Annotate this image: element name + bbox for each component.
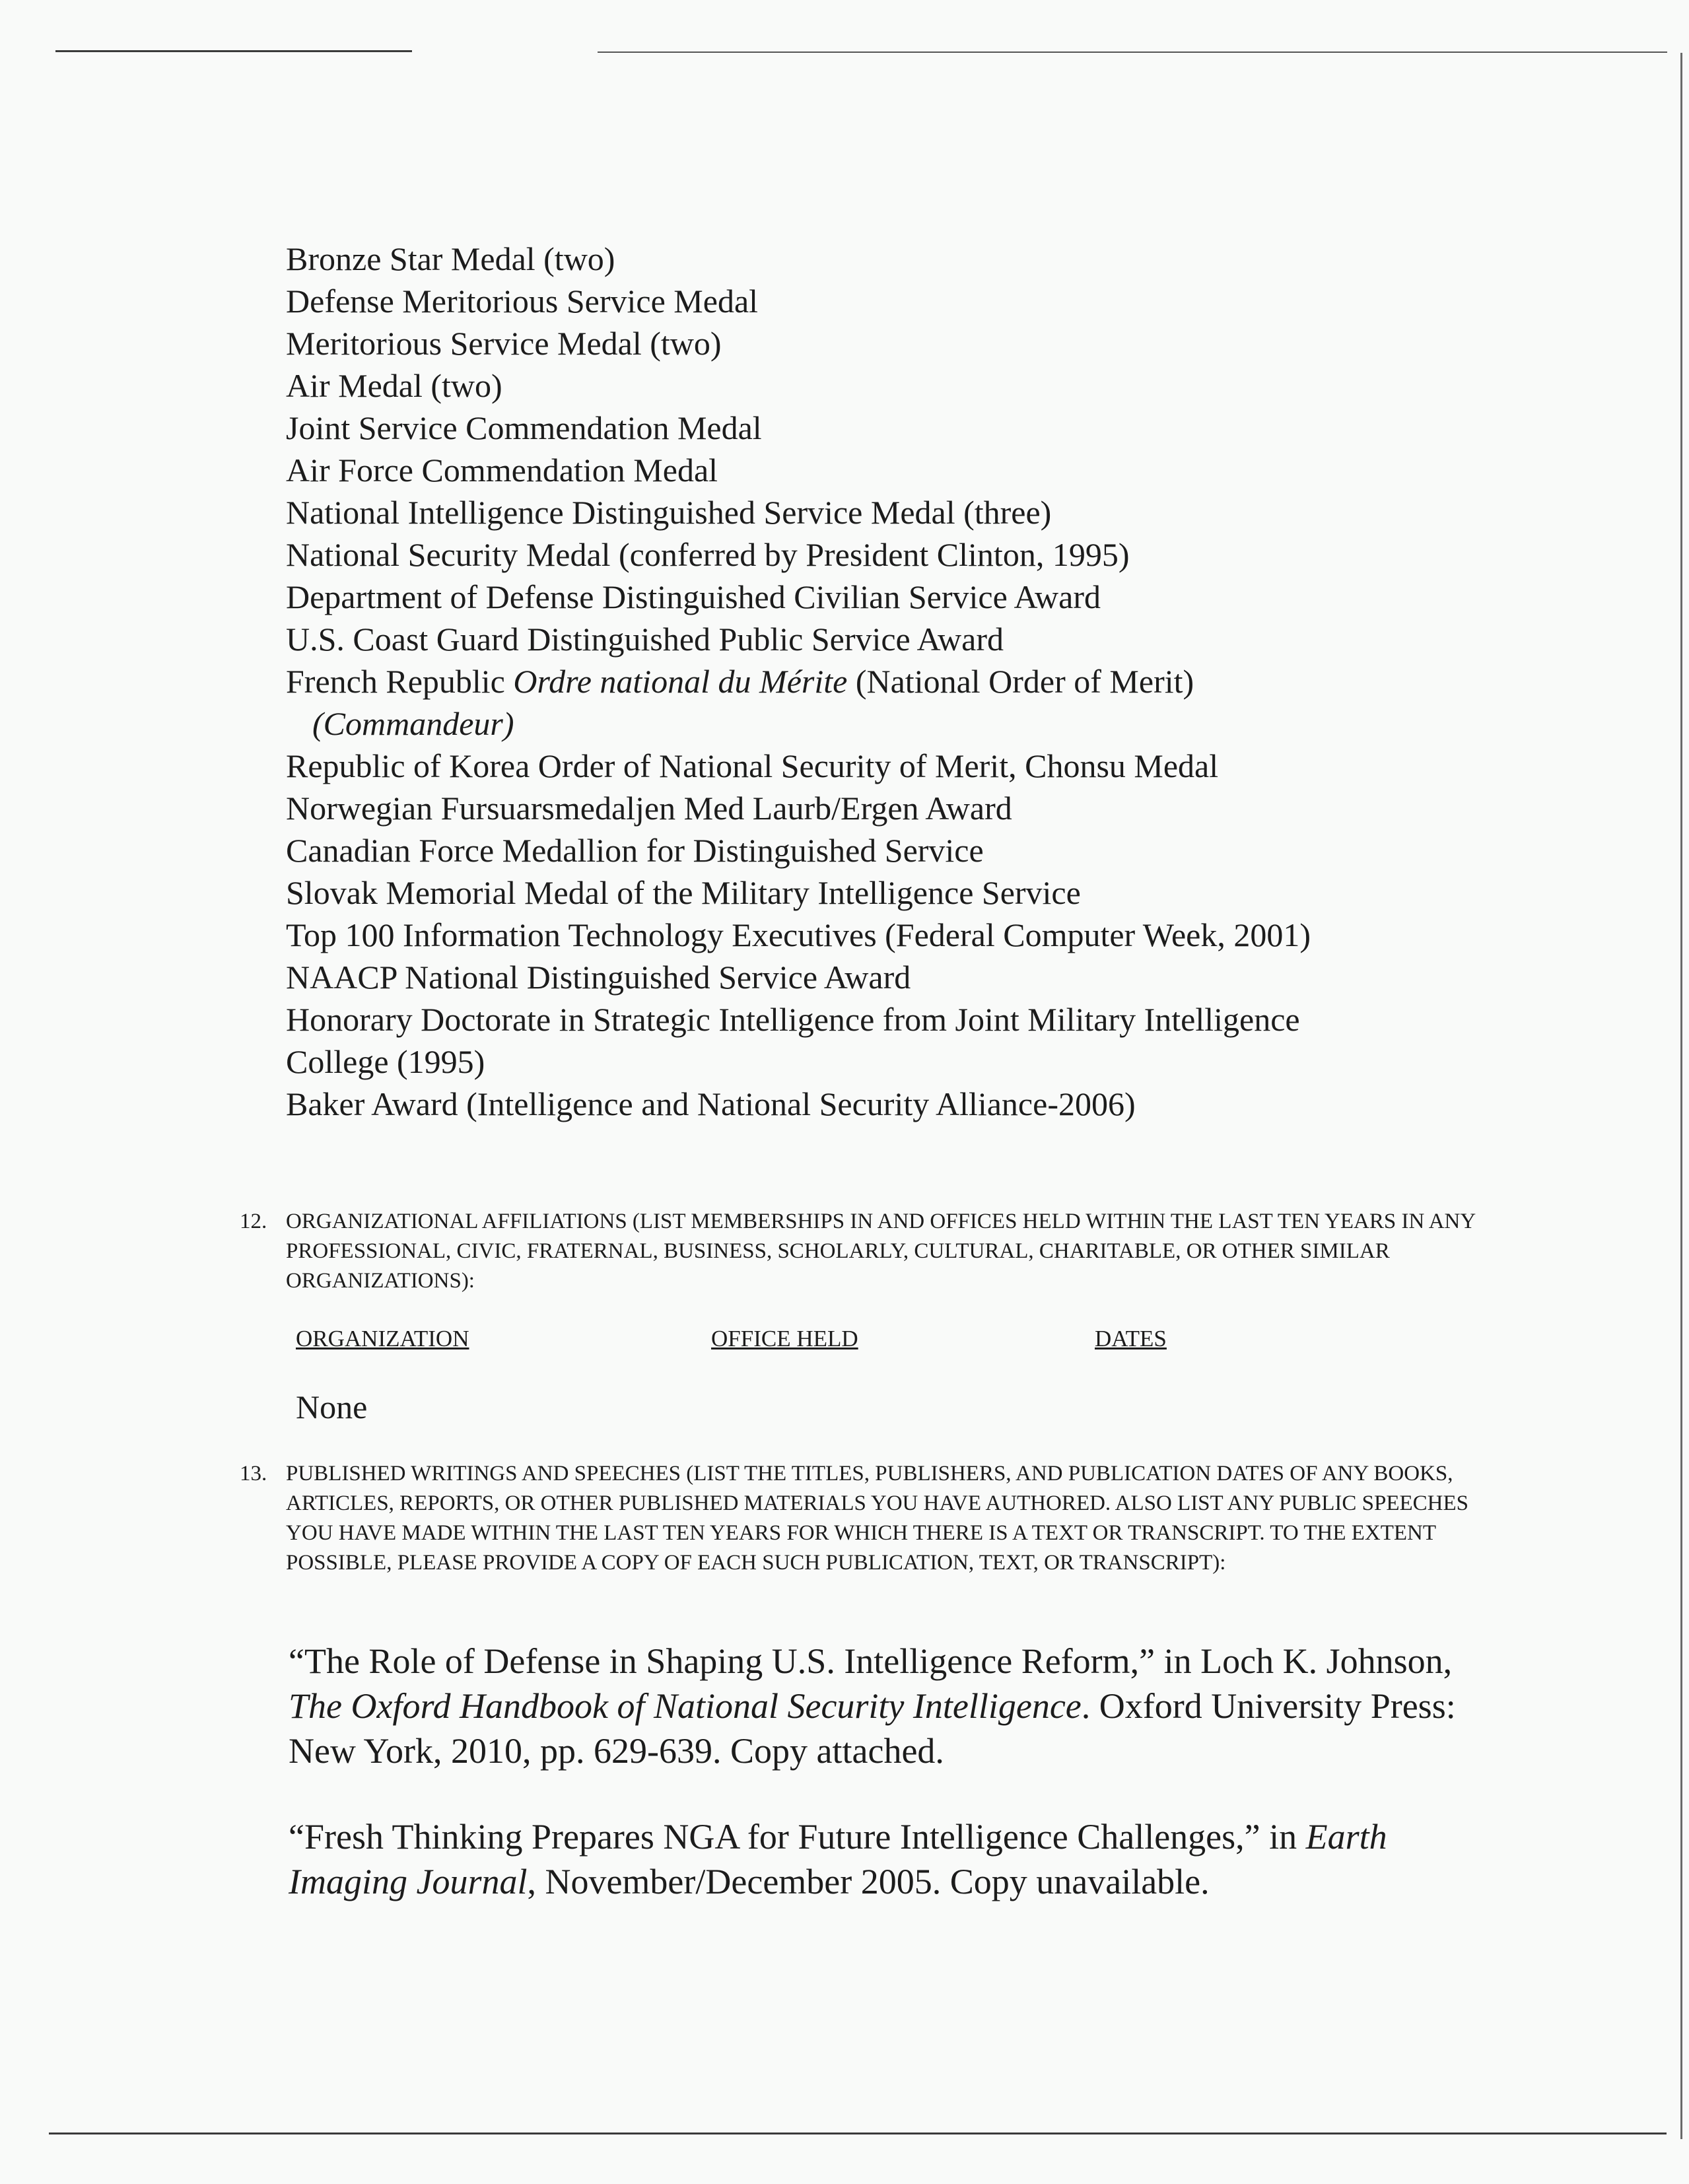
- award-item: Defense Meritorious Service Medal: [286, 283, 759, 320]
- question-text: ORGANIZATIONAL AFFILIATIONS (LIST MEMBERSHIPS IN AND OFFICES HELD WITHIN THE LAST TEN YEARS IN ANY PROFESSIONAL, CIVIC, FRATERNAL, BUSINESS, SCHOLARLY, CULTURAL, CHARITABLE, OR OTHER SIMILAR ORGANIZATIONS):: [286, 1210, 1475, 1293]
- award-item: NAACP National Distinguished Service Award: [286, 959, 911, 996]
- top-rule-left: [55, 50, 412, 52]
- award-item: Air Medal (two): [286, 367, 502, 404]
- question-number: 12.: [240, 1210, 267, 1233]
- award-item: Republic of Korea Order of National Security of Merit, Chonsu Medal: [286, 747, 1219, 784]
- award-item: Meritorious Service Medal (two): [286, 325, 722, 362]
- award-item: French Republic Ordre national du Mérite (National Order of Merit): [286, 663, 1194, 700]
- top-rule-right: [598, 51, 1667, 53]
- answer-none: None: [296, 1388, 368, 1425]
- question-13: [240, 1459, 1481, 1578]
- column-header-organization: ORGANIZATION: [296, 1326, 469, 1351]
- award-item: Department of Defense Distinguished Civilian Service Award: [286, 578, 1101, 615]
- award-item: Norwegian Fursuarsmedaljen Med Laurb/Ergen Award: [286, 790, 1012, 827]
- awards-list: [286, 238, 1311, 1125]
- award-item: Honorary Doctorate in Strategic Intelligence from Joint Military Intelligence: [286, 1001, 1300, 1038]
- award-item-continuation: (Commandeur): [312, 705, 514, 742]
- award-item: Air Force Commendation Medal: [286, 452, 718, 489]
- award-item: Slovak Memorial Medal of the Military Intelligence Service: [286, 874, 1081, 911]
- award-item: Canadian Force Medallion for Distinguished Service: [286, 832, 984, 869]
- publication-2: “Fresh Thinking Prepares NGA for Future Intelligence Challenges,” in Earth Imaging Journal, November/December 2005. Copy unavailable.: [289, 1817, 1387, 1901]
- award-item: Bronze Star Medal (two): [286, 240, 615, 277]
- award-item: Top 100 Information Technology Executives (Federal Computer Week, 2001): [286, 916, 1311, 953]
- award-item: Joint Service Commendation Medal: [286, 409, 762, 446]
- right-border: [1680, 53, 1682, 2139]
- question-12: [240, 1207, 1481, 1296]
- question-text: PUBLISHED WRITINGS AND SPEECHES (LIST THE TITLES, PUBLISHERS, AND PUBLICATION DATES OF ANY BOOKS, ARTICLES, REPORTS, OR OTHER PUBLISHED MATERIALS YOU HAVE AUTHORED. ALSO LIST ANY PUBLIC SPEECHES YOU HAVE MADE WITHIN THE LAST TEN YEARS FOR WHICH THERE IS A TEXT OR TRANSCRIPT. TO THE EXTENT POSSIBLE, PLEASE PROVIDE A COPY OF EACH SUCH PUBLICATION, TEXT, OR TRANSCRIPT):: [286, 1462, 1469, 1575]
- award-item: Baker Award (Intelligence and National Security Alliance-2006): [286, 1085, 1136, 1122]
- column-header-dates: DATES: [1095, 1326, 1167, 1351]
- award-item: National Intelligence Distinguished Service Medal (three): [286, 494, 1052, 531]
- award-item: College (1995): [286, 1043, 485, 1080]
- award-item: National Security Medal (conferred by President Clinton, 1995): [286, 536, 1130, 573]
- award-item: U.S. Coast Guard Distinguished Public Service Award: [286, 621, 1004, 658]
- publication-1: “The Role of Defense in Shaping U.S. Intelligence Reform,” in Loch K. Johnson, The Oxford Handbook of National Security Intelligence. Oxford University Press: New York, 2010, pp. 629-639. Copy attached.: [289, 1641, 1456, 1771]
- bottom-rule: [49, 2133, 1667, 2134]
- column-header-office-held: OFFICE HELD: [711, 1326, 858, 1351]
- question-number: 13.: [240, 1462, 267, 1485]
